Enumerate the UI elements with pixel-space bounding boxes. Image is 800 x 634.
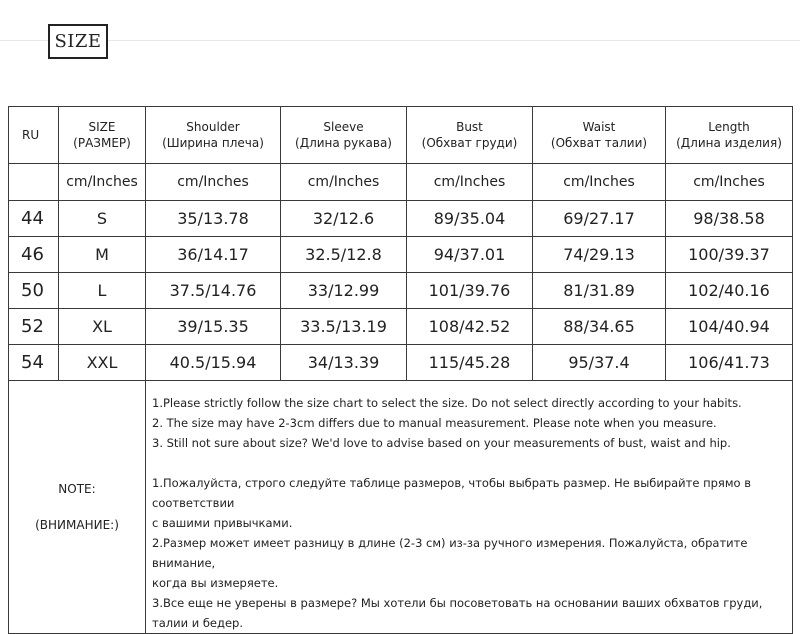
- length-cell: 102/40.16: [666, 273, 793, 309]
- ru-size-cell: 46: [9, 237, 59, 273]
- length-cell: 106/41.73: [666, 345, 793, 381]
- note-line-en: 2. The size may have 2-3cm differs due to manual measurement. Please note when you measure.: [152, 416, 717, 430]
- size-cell: L: [59, 273, 146, 309]
- ru-size-cell: 52: [9, 309, 59, 345]
- units-row: [9, 164, 793, 201]
- header-sleeve: Sleeve (Длина рукава): [281, 107, 407, 164]
- header-size: SIZE (РАЗМЕР): [59, 107, 146, 164]
- waist-cell: 69/27.17: [533, 201, 666, 237]
- waist-cell: 81/31.89: [533, 273, 666, 309]
- waist-cell: 74/29.13: [533, 237, 666, 273]
- header-row: [9, 107, 793, 164]
- sleeve-cell: 34/13.39: [281, 345, 407, 381]
- header-shoulder: Shoulder (Ширина плеча): [146, 107, 281, 164]
- units-empty-cell: [9, 164, 59, 201]
- sleeve-cell: 33/12.99: [281, 273, 407, 309]
- header-ru: RU: [9, 107, 59, 164]
- size-title-badge: SIZE: [48, 24, 108, 59]
- note-line-ru: 3.Все еще не уверены в размере? Мы хотели бы посоветовать на основании ваших обхватов груди, талии и бедер.: [152, 596, 763, 630]
- sleeve-cell: 33.5/13.19: [281, 309, 407, 345]
- units-cell: cm/Inches: [666, 164, 793, 201]
- header-waist: Waist (Обхват талии): [533, 107, 666, 164]
- units-cell: cm/Inches: [407, 164, 533, 201]
- length-cell: 100/39.37: [666, 237, 793, 273]
- units-cell: cm/Inches: [59, 164, 146, 201]
- ru-size-cell: 54: [9, 345, 59, 381]
- table-row: [9, 237, 793, 273]
- header-bust: Bust (Обхват груди): [407, 107, 533, 164]
- note-line-en: 1.Please strictly follow the size chart to select the size. Do not select directly according to your habits.: [152, 396, 742, 410]
- table-row: [9, 309, 793, 345]
- header-length: Length (Длина изделия): [666, 107, 793, 164]
- length-cell: 98/38.58: [666, 201, 793, 237]
- top-divider-line: [0, 40, 800, 41]
- ru-size-cell: 44: [9, 201, 59, 237]
- note-label-en: NOTE:: [58, 482, 96, 496]
- note-line-ru: с вашими привычками.: [152, 516, 293, 530]
- note-row: [9, 381, 793, 634]
- bust-cell: 94/37.01: [407, 237, 533, 273]
- table-row: [9, 345, 793, 381]
- size-chart-table: [8, 106, 793, 634]
- table-row: [9, 273, 793, 309]
- sleeve-cell: 32/12.6: [281, 201, 407, 237]
- note-line-ru: 2.Размер может имеет разницу в длине (2-3 см) из-за ручного измерения. Пожалуйста, обратите внимание,: [152, 536, 748, 570]
- size-cell: M: [59, 237, 146, 273]
- shoulder-cell: 37.5/14.76: [146, 273, 281, 309]
- shoulder-cell: 35/13.78: [146, 201, 281, 237]
- bust-cell: 101/39.76: [407, 273, 533, 309]
- units-cell: cm/Inches: [146, 164, 281, 201]
- size-cell: XL: [59, 309, 146, 345]
- waist-cell: 95/37.4: [533, 345, 666, 381]
- size-cell: XXL: [59, 345, 146, 381]
- bust-cell: 108/42.52: [407, 309, 533, 345]
- note-line-ru: 1.Пожалуйста, строго следуйте таблице размеров, чтобы выбрать размер. Не выбирайте прямо в соответствии: [152, 476, 751, 510]
- shoulder-cell: 40.5/15.94: [146, 345, 281, 381]
- length-cell: 104/40.94: [666, 309, 793, 345]
- note-line-ru: когда вы измеряете.: [152, 576, 279, 590]
- waist-cell: 88/34.65: [533, 309, 666, 345]
- note-text-cell: [146, 381, 793, 634]
- bust-cell: 115/45.28: [407, 345, 533, 381]
- size-cell: S: [59, 201, 146, 237]
- table-row: [9, 201, 793, 237]
- units-cell: cm/Inches: [281, 164, 407, 201]
- shoulder-cell: 36/14.17: [146, 237, 281, 273]
- note-label-ru: (ВНИМАНИЕ:): [35, 518, 119, 532]
- ru-size-cell: 50: [9, 273, 59, 309]
- shoulder-cell: 39/15.35: [146, 309, 281, 345]
- sleeve-cell: 32.5/12.8: [281, 237, 407, 273]
- units-cell: cm/Inches: [533, 164, 666, 201]
- note-label-cell: [9, 381, 146, 634]
- note-line-en: 3. Still not sure about size? We'd love to advise based on your measurements of bust, waist and hip.: [152, 436, 731, 450]
- bust-cell: 89/35.04: [407, 201, 533, 237]
